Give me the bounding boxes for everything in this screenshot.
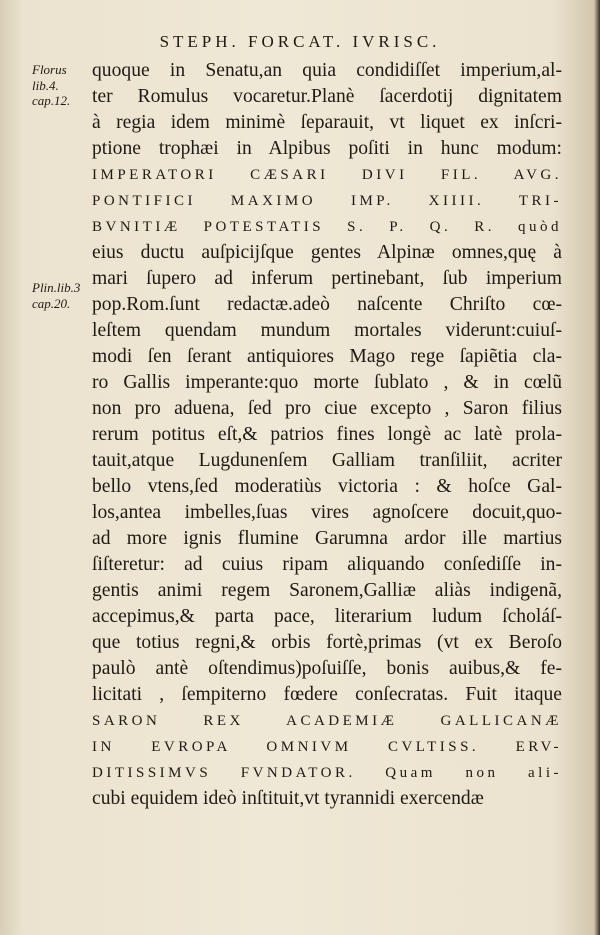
- running-header: STEPH. FORCAT. IVRISC.: [159, 32, 441, 51]
- text-line: paulò antè oſtendimus)poſuiſſe, bonis auibus,& fe-: [92, 658, 562, 679]
- text-line: tauit,atque Lugdunenſem Galliam tranſiliit, acriter: [92, 450, 562, 471]
- text-line: à regia idem minimè ſeparauit, vt liquet ex inſcri-: [92, 112, 562, 133]
- text-line: quoque in Senatu,an quia condidiſſet imperium,al-: [92, 60, 562, 81]
- text-line: non pro aduena, ſed pro ciue excepto , Saron filius: [92, 398, 562, 419]
- text-line: ptione trophæi in Alpibus poſiti in hunc modum:: [92, 138, 562, 159]
- margin-note-florus: Florus lib.4. cap.12.: [32, 62, 71, 109]
- text-line: licitati , ſempiterno fœdere conſecratas. Fuit itaque: [92, 684, 562, 705]
- text-line: eius ductu auſpicijſque gentes Alpinæ omnes,quę à: [92, 242, 562, 263]
- text-line: gentis animi regem Saronem,Galliæ aliàs indigenã,: [92, 580, 562, 601]
- text-line: bello vtens,ſed moderatiùs victoria : & hoſce Gal-: [92, 476, 562, 497]
- text-line: mari ſupero ad inferum pertinebant, ſub imperium: [92, 268, 562, 289]
- text-line: los,antea imbelles,ſuas vires agnoſcere docuit,quo-: [92, 502, 562, 523]
- text-line: accepimus,& parta pace, literarium ludum ſcholáſ-: [92, 606, 562, 627]
- text-line: DITISSIMVS FVNDATOR. Quam non ali-: [92, 765, 562, 781]
- text-line: ad more ignis flumine Garumna ardor ille martius: [92, 528, 562, 549]
- body-text: [92, 58, 562, 812]
- text-line: PONTIFICI MAXIMO IMP. XIIII. TRI-: [92, 193, 562, 209]
- text-line: que totius regni,& orbis fortè,primas (vt ex Beroſo: [92, 632, 562, 653]
- text-line: ſiſteretur: ad cuius ripam aliquando conſediſſe in-: [92, 554, 562, 575]
- text-line: leſtem quendam mundum mortales viderunt:cuiuſ-: [92, 320, 562, 341]
- text-line: IMPERATORI CÆSARI DIVI FIL. AVG.: [92, 167, 562, 183]
- text-line: cubi equidem ideò inſtituit,vt tyrannidi exercendæ: [92, 788, 484, 809]
- text-line: IN EVROPA OMNIVM CVLTISS. ERV-: [92, 739, 562, 755]
- text-line: SARON REX ACADEMIÆ GALLICANÆ: [92, 713, 562, 729]
- text-line: rerum potitus eſt,& patrios fines longè ac latè prola-: [92, 424, 562, 445]
- text-line: BVNITIÆ POTESTATIS S. P. Q. R. quòd: [92, 219, 562, 235]
- text-line: modi ſen ſerant antiquiores Mago rege ſapiẽtia cla-: [92, 346, 562, 367]
- text-line: ter Romulus vocaretur.Planè ſacerdotij dignitatem: [92, 86, 562, 107]
- text-line: ro Gallis imperante:quo morte ſublato , & in cœlũ: [92, 372, 562, 393]
- margin-note-plinius: Plin.lib.3 cap.20.: [32, 280, 81, 311]
- text-line: pop.Rom.ſunt redactæ.adeò naſcente Chriſto cœ-: [92, 294, 562, 315]
